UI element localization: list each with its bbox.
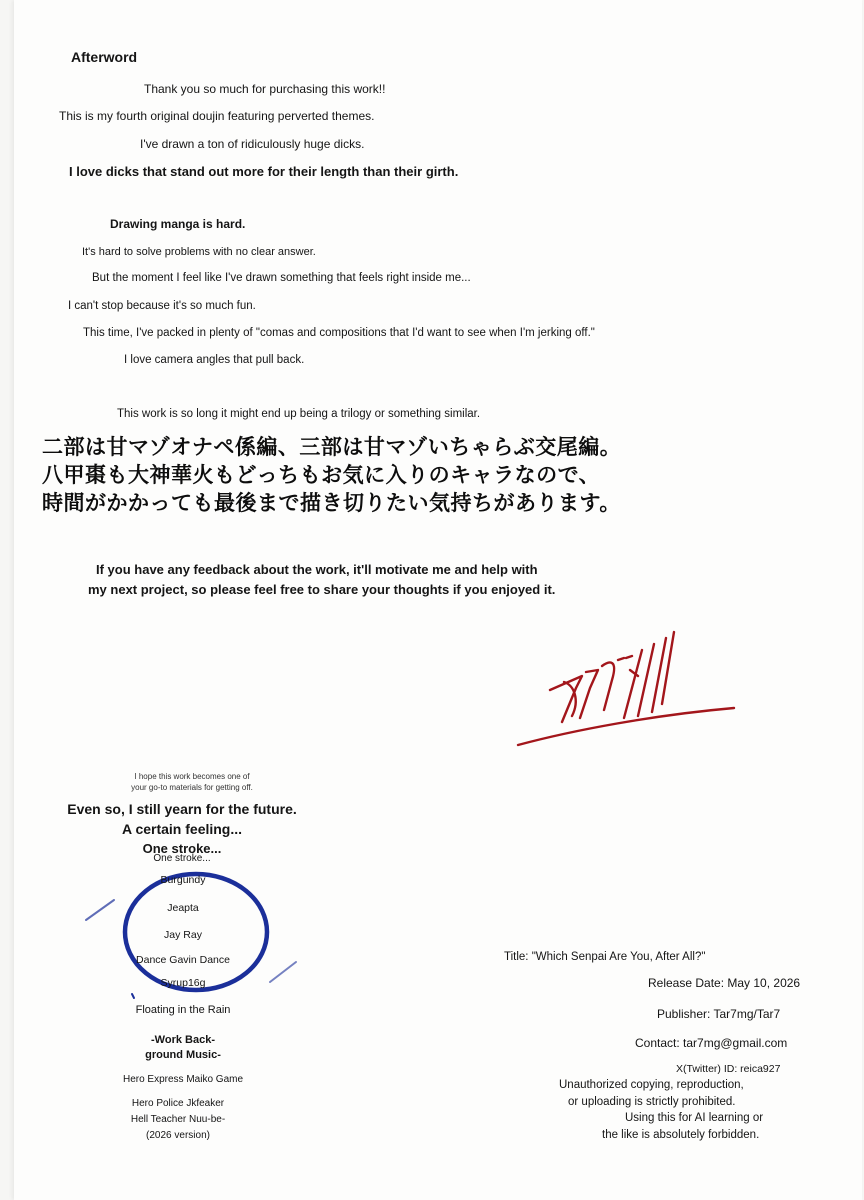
camera-angles-line: I love camera angles that pull back.	[124, 354, 305, 366]
music-item-2: Jeapta	[167, 902, 199, 914]
music-item-3: Jay Ray	[164, 929, 202, 941]
notice-line-1: Unauthorized copying, reproduction,	[559, 1079, 744, 1091]
yearn-line: Even so, I still yearn for the future.	[67, 801, 297, 817]
japanese-line-2: 八甲棗も大神華火もどっちもお気に入りのキャラなので、	[42, 463, 601, 487]
length-line: I love dicks that stand out more for their length than their girth.	[69, 164, 459, 179]
music-item-5: Syrup16g	[160, 977, 206, 989]
colophon-release: Release Date: May 10, 2026	[648, 976, 801, 990]
one-stroke-echo: One stroke...	[153, 853, 211, 864]
feedback-line-1: If you have any feedback about the work, it'll motivate me and help with	[96, 562, 538, 577]
colophon-contact: Contact: tar7mg@gmail.com	[635, 1036, 788, 1050]
thanks-line: Thank you so much for purchasing this work!!	[144, 82, 386, 96]
japanese-line-1: 二部は甘マゾオナペ係編、三部は甘マゾいちゃらぶ交尾編。	[42, 435, 622, 459]
bgm-item-2: Hero Police Jkfeaker	[131, 1098, 225, 1109]
bgm-item-4: (2026 version)	[146, 1130, 210, 1141]
fourth-doujin-line: This is my fourth original doujin featuring perverted themes.	[59, 109, 375, 123]
cant-stop-line: I can't stop because it's so much fun.	[68, 300, 256, 312]
tiny-line-1: I hope this work becomes one of	[134, 772, 250, 781]
work-bgm-line-2: ground Music-	[145, 1049, 221, 1061]
signature-image	[514, 630, 744, 750]
notice-line-4: the like is absolutely forbidden.	[602, 1129, 760, 1141]
bgm-item-1: Hero Express Maiko Game	[122, 1074, 244, 1085]
notice-line-2: or uploading is strictly prohibited.	[568, 1096, 736, 1108]
bgm-item-3: Hell Teacher Nuu-be-	[130, 1114, 226, 1125]
music-item-1: Burgundy	[160, 874, 206, 886]
huge-line: I've drawn a ton of ridiculously huge dicks.	[140, 137, 365, 151]
drawing-hard-line: Drawing manga is hard.	[110, 217, 246, 231]
moment-line: But the moment I feel like I've drawn something that feels right inside me...	[92, 272, 471, 284]
music-item-4: Dance Gavin Dance	[136, 954, 230, 966]
work-bgm-line-1: -Work Back-	[151, 1034, 215, 1046]
afterword-heading: Afterword	[71, 49, 138, 65]
one-stroke-line: One stroke...	[142, 841, 222, 856]
colophon-twitter: X(Twitter) ID: reica927	[676, 1063, 781, 1075]
colophon-title: Title: "Which Senpai Are You, After All?"	[504, 951, 706, 963]
colophon-publisher: Publisher: Tar7mg/Tar7	[657, 1007, 781, 1021]
comas-line: This time, I've packed in plenty of "comas and compositions that I'd want to see when I'm jerking off."	[83, 327, 595, 339]
problems-line: It's hard to solve problems with no clear answer.	[82, 246, 316, 258]
notice-line-3: Using this for AI learning or	[625, 1112, 764, 1124]
tiny-line-2: your go-to materials for getting off.	[131, 783, 253, 792]
feeling-line: A certain feeling...	[121, 821, 243, 837]
blue-circle-drawing	[84, 870, 284, 1020]
document-page	[14, 0, 862, 1200]
japanese-line-3: 時間がかかっても最後まで描き切りたい気持ちがあります。	[42, 491, 621, 515]
trilogy-line: This work is so long it might end up being a trilogy or something similar.	[117, 408, 481, 420]
feedback-line-2: my next project, so please feel free to share your thoughts if you enjoyed it.	[88, 582, 556, 597]
floating-line: Floating in the Rain	[135, 1004, 231, 1016]
